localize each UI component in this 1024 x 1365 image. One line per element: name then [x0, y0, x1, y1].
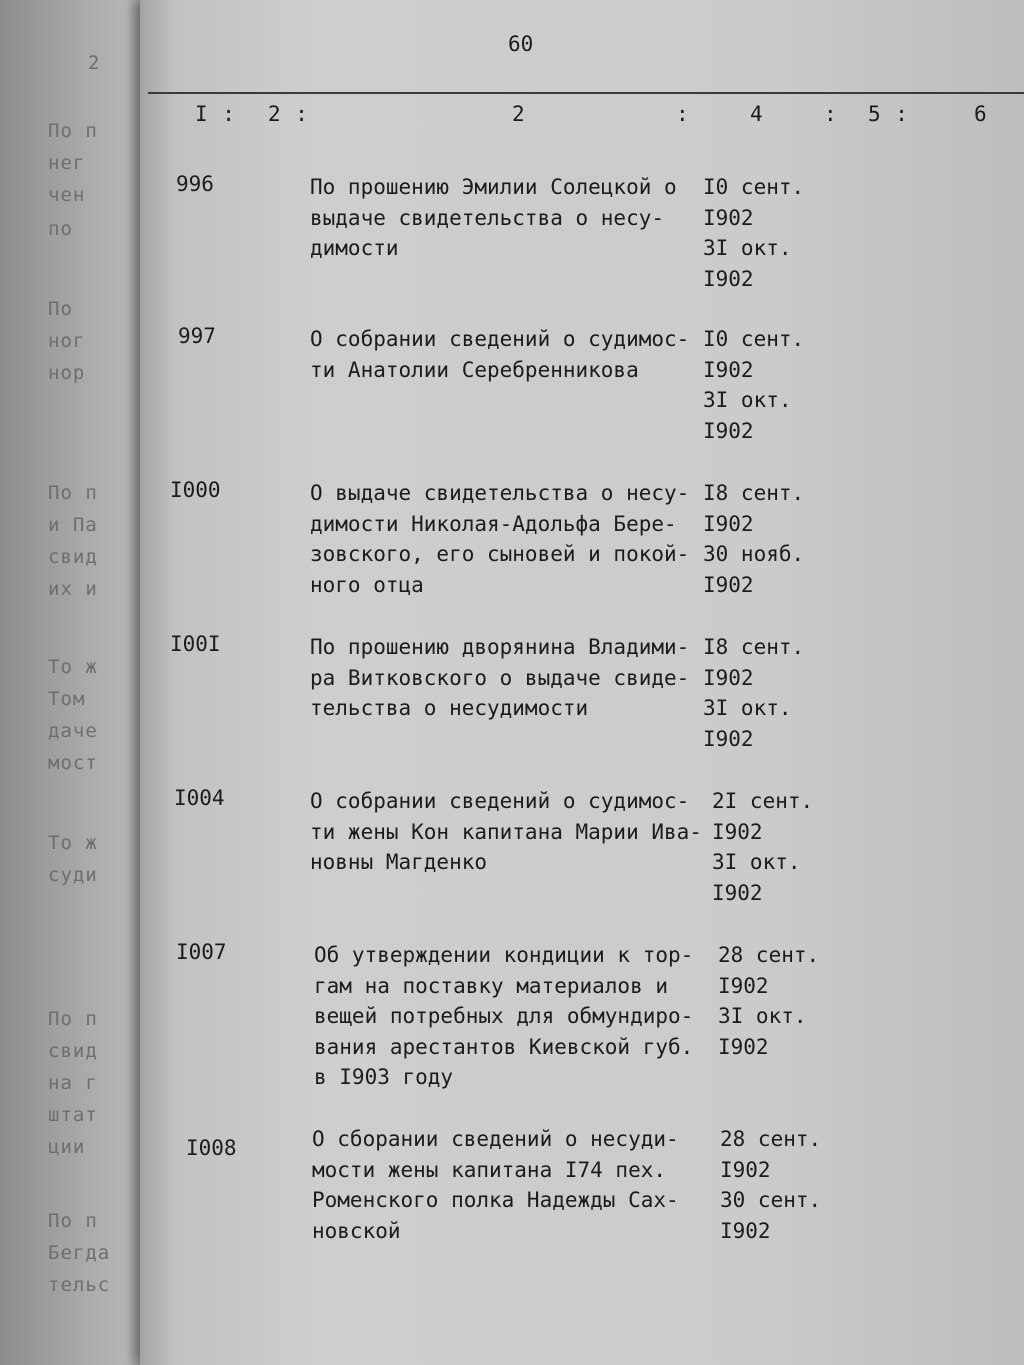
left-page-fragment: По п [48, 1210, 98, 1232]
entry-dates [703, 324, 804, 446]
entry-dates [703, 632, 804, 754]
entry-number: I004 [174, 786, 225, 810]
left-page-fragment: тельс [48, 1274, 111, 1296]
description-line: в I903 году [314, 1065, 454, 1089]
date-line: I902 [718, 973, 769, 998]
left-page-fragment: по [48, 218, 73, 240]
left-page-fragment: нег [48, 152, 86, 174]
description-line: мости жены капитана I74 пех. [312, 1157, 667, 1182]
left-page-fragment: По п [48, 120, 98, 142]
left-page [0, 0, 150, 1365]
entry-dates [720, 1124, 821, 1246]
date-line: I0 сент. [703, 327, 805, 351]
entry-number: I00I [170, 632, 221, 656]
description-line: Роменского полка Надежды Сах- [312, 1188, 679, 1212]
description-line: тельства о несудимости [310, 696, 589, 720]
date-line: I902 [703, 205, 754, 230]
date-line: 28 сент. [718, 943, 820, 967]
description-line: Об утверждении кондиции к тор- [314, 943, 694, 967]
left-page-fragment: и Па [48, 514, 98, 536]
left-page-fragment: 2 [88, 52, 101, 74]
description-line: вания арестантов Киевской губ. [314, 1034, 694, 1059]
entry-description [312, 1124, 679, 1246]
description-line: ного отца [310, 572, 424, 597]
entry-description [310, 172, 677, 264]
description-line: По прошению Эмилии Солецкой о [310, 175, 677, 199]
description-line: новны Магденко [310, 850, 488, 874]
left-page-fragment: мост [48, 752, 98, 774]
entry-dates [718, 940, 819, 1062]
description-line: ти Анатолии Серебренникова [310, 357, 639, 382]
header-rule [148, 92, 1024, 94]
left-page-fragment: чен [48, 184, 86, 206]
date-line: 3I окт. [703, 696, 792, 720]
entry-dates [712, 786, 813, 908]
date-line: I902 [720, 1157, 771, 1182]
left-page-fragment: суди [48, 864, 98, 886]
entry-description [310, 324, 689, 385]
entry-number: I000 [170, 478, 221, 502]
date-line: I902 [703, 357, 754, 382]
date-line: I902 [720, 1218, 771, 1243]
column-header-4: 4 [750, 102, 764, 126]
date-line: I902 [703, 418, 754, 443]
description-line: О собрании сведений о судимос- [310, 327, 690, 351]
date-line: 3I окт. [718, 1004, 807, 1028]
date-line: 30 сент. [720, 1188, 822, 1212]
date-line: 28 сент. [720, 1127, 822, 1151]
date-line: I902 [703, 511, 754, 536]
description-line: вещей потребных для обмундиро- [314, 1004, 694, 1028]
entry-number: I008 [186, 1136, 237, 1160]
date-line: I902 [703, 266, 754, 291]
description-line: выдаче свидетельства о несу- [310, 205, 665, 230]
date-line: I902 [718, 1034, 769, 1059]
column-header-separator: : [676, 102, 690, 126]
page-number: 60 [508, 32, 534, 56]
description-line: новской [312, 1218, 401, 1243]
date-line: I0 сент. [703, 175, 805, 199]
left-page-fragment: даче [48, 720, 98, 742]
date-line: 30 нояб. [703, 542, 805, 566]
left-page-fragment: на г [48, 1072, 98, 1094]
date-line: 3I окт. [703, 388, 792, 412]
date-line: I902 [712, 880, 763, 905]
left-page-fragment: По п [48, 482, 98, 504]
entry-dates [703, 172, 804, 294]
description-line: О выдаче свидетельства о несу- [310, 481, 690, 505]
description-line: ти жены Кон капитана Марии Ива- [310, 819, 702, 844]
entry-number: I007 [176, 940, 227, 964]
entry-description [310, 786, 702, 878]
date-line: 2I сент. [712, 789, 814, 813]
date-line: I902 [703, 665, 754, 690]
column-header-5: 5 : [868, 102, 909, 126]
left-page-fragment: свид [48, 546, 98, 568]
entry-description [310, 632, 689, 724]
description-line: димости Николая-Адольфа Бере- [310, 511, 677, 536]
column-header-2: 2 : [268, 102, 309, 126]
description-line: ра Витковского о выдаче свиде- [310, 665, 690, 690]
description-line: димости [310, 236, 399, 260]
left-page-fragment: ции [48, 1136, 86, 1158]
left-page-fragment: ног [48, 330, 86, 352]
left-page-fragment: Бегда [48, 1242, 111, 1264]
entry-description [310, 478, 689, 600]
left-page-fragment: То ж [48, 832, 98, 854]
entry-number: 997 [178, 324, 216, 348]
date-line: I902 [703, 572, 754, 597]
date-line: I8 сент. [703, 481, 805, 505]
left-page-fragment: свид [48, 1040, 98, 1062]
column-header-6: 6 [974, 102, 988, 126]
description-line: По прошению дворянина Владими- [310, 635, 690, 659]
date-line: I902 [703, 726, 754, 751]
description-line: зовского, его сыновей и покой- [310, 542, 690, 566]
entry-description [314, 940, 693, 1093]
left-page-fragment: штат [48, 1104, 98, 1126]
column-header-1: I : [195, 102, 236, 126]
date-line: 3I окт. [712, 850, 801, 874]
date-line: I902 [712, 819, 763, 844]
date-line: 3I окт. [703, 236, 792, 260]
description-line: О собрании сведений о судимос- [310, 789, 690, 813]
left-page-fragment: Том [48, 688, 86, 710]
column-header-separator: : [824, 102, 838, 126]
description-line: О сборании сведений о несуди- [312, 1127, 679, 1151]
entry-dates [703, 478, 804, 600]
document-page [140, 0, 1024, 1365]
date-line: I8 сент. [703, 635, 805, 659]
description-line: гам на поставку материалов и [314, 973, 669, 998]
left-page-fragment: По [48, 298, 73, 320]
left-page-fragment: нор [48, 362, 86, 384]
column-header-3: 2 [512, 102, 526, 126]
entry-number: 996 [176, 172, 214, 196]
left-page-fragment: их и [48, 578, 98, 600]
left-page-fragment: То ж [48, 656, 98, 678]
left-page-fragment: По п [48, 1008, 98, 1030]
